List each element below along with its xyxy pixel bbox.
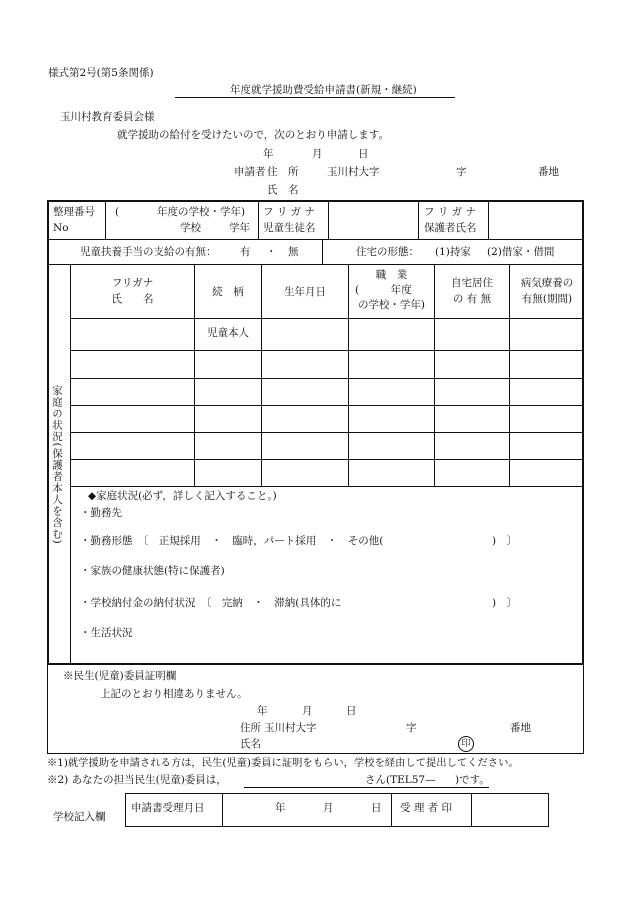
form-number: 様式第2号(第5条関係) (48, 67, 154, 79)
school-box-div-2 (391, 793, 392, 827)
housing-label: 住宅の形態： (356, 246, 419, 258)
applicant-label: 申請者 (234, 166, 266, 178)
allowance-yes: 有 (240, 246, 251, 258)
seal-mark: 印 (458, 736, 474, 752)
school-year-text: 年度の学校・学年) (157, 206, 246, 218)
cert-year: 年 (257, 705, 268, 717)
header-date-month: 月 (312, 148, 323, 160)
received-day: 日 (371, 802, 382, 814)
row2-bottom-line (47, 264, 584, 265)
grade-label: 学年 (229, 222, 250, 234)
situation-heading: ◆家庭状況(必ず，詳しく記入すること。) (88, 490, 277, 502)
family-side-label: 家庭の状況(保護者本人を含む) (51, 385, 63, 545)
family-side-divider (70, 265, 71, 664)
title-underline (175, 97, 455, 98)
note-2-mid: さん(TEL57— (365, 774, 436, 786)
name-label: 氏 名 (267, 184, 299, 196)
address-label: 住 所 (267, 166, 299, 178)
header-date-day: 日 (358, 148, 369, 160)
situation-employment: ・勤務形態 〔 正規採用 ・ 臨時，パート採用 ・ その他( (80, 535, 384, 547)
cert-aza: 字 (406, 722, 417, 734)
banchi-label: 番地 (538, 166, 559, 178)
allowance-dot: ・ (266, 246, 277, 258)
guardian-furigana-label: フ リ ガ ナ (424, 206, 477, 218)
row1-div-c (328, 201, 329, 239)
cert-left-line (47, 665, 48, 753)
cert-right-line (583, 665, 584, 753)
address-value: 玉川村大字 (327, 166, 380, 178)
header-date-year: 年 (263, 148, 274, 160)
school-label: 学校 (180, 222, 201, 234)
col-birth: 生年月日 (284, 286, 326, 298)
seiri-label: 整理番号 (53, 206, 95, 218)
aza-label: 字 (456, 166, 467, 178)
note-1: ※1)就学援助を申請される方は，民生(児童)委員に証明をもらい，学校を経由して提出してください。 (47, 757, 519, 769)
cert-day: 日 (346, 705, 357, 717)
family-row-line-7 (70, 486, 584, 487)
situation-employment-close: ) 〕 (492, 535, 518, 547)
received-year: 年 (275, 802, 286, 814)
family-row-line-2 (70, 350, 584, 351)
cert-bottom-line (47, 753, 584, 754)
receiver-seal-label: 受 理 者 印 (400, 802, 453, 814)
family-row-line-6 (70, 459, 584, 460)
situation-payment: ・学校納付金の納付状況 〔 完納 ・ 滞納(具体的に (80, 597, 342, 609)
school-paren: ( (115, 206, 120, 218)
no-label: No (53, 222, 69, 234)
note-2-underline (244, 787, 489, 788)
col-furigana: フリガナ (111, 277, 154, 289)
row1-relation: 児童本人 (207, 327, 249, 339)
family-row-line-3 (70, 378, 584, 379)
addressee: 玉川村教育委員会様 (60, 111, 155, 123)
situation-life: ・生活状況 (80, 627, 133, 639)
housing-rented: (2)借家・借間 (487, 246, 555, 258)
page-title: 年度就学援助費受給申請書(新規・継続) (230, 84, 417, 96)
col-job-1: 職 業 (375, 269, 408, 281)
row2-divider (322, 240, 323, 264)
col-home-1: 自宅居住 (451, 277, 493, 289)
col-home-2: の 有 無 (452, 293, 492, 305)
student-furigana-label: フ リ ガ ナ (263, 206, 316, 218)
row1-div-e (488, 201, 489, 239)
intro-text: 就学援助の給付を受けたいので，次のとおり申請します。 (117, 129, 389, 141)
col-name: 氏 名 (111, 293, 154, 305)
received-date-label: 申請書受理月日 (131, 802, 205, 814)
allowance-no: 無 (288, 246, 299, 258)
row1-div-d (418, 201, 419, 239)
received-month: 月 (323, 802, 334, 814)
cert-month: 月 (302, 705, 313, 717)
col-job-3: の学校・学年) (357, 299, 426, 311)
note-2-suffix: )です。 (455, 774, 490, 786)
note-2-prefix: ※2) あなたの担当民生(児童)委員は， (47, 774, 227, 786)
cert-name-label: 氏名 (240, 738, 261, 750)
family-row-line-4 (70, 405, 584, 406)
school-box-div-3 (471, 793, 472, 827)
row1-bottom-line (47, 239, 584, 240)
situation-workplace: ・勤務先 (80, 507, 122, 519)
col-job-2: ( 年度 (355, 284, 412, 296)
situation-health: ・家族の健康状態(特に保護者) (80, 565, 225, 577)
col-relation: 続 柄 (212, 286, 244, 298)
allowance-label: 児童扶養手当の支給の有無： (80, 246, 217, 258)
housing-owned: (1)持家 (435, 246, 471, 258)
cert-address-value: 玉川村大字 (264, 722, 317, 734)
cert-label: ※民生(児童)委員証明欄 (63, 670, 177, 682)
student-name-label: 児童生徒名 (263, 222, 316, 234)
family-row-line-1 (70, 318, 584, 319)
col-ill-2: 有無(期間) (521, 293, 573, 305)
cert-statement: 上記のとおり相違ありません。 (100, 688, 248, 700)
guardian-name-label: 保護者氏名 (424, 222, 477, 234)
cert-address-label: 住所 (240, 722, 261, 734)
cert-banchi: 番地 (510, 722, 531, 734)
school-box-label: 学校記入欄 (53, 811, 106, 823)
col-ill-1: 病気療養の (520, 277, 574, 289)
row1-div-a (105, 201, 106, 239)
situation-payment-close: ) 〕 (492, 597, 518, 609)
row1-div-b (258, 201, 259, 239)
family-row-line-5 (70, 432, 584, 433)
school-box-div-1 (222, 793, 223, 827)
